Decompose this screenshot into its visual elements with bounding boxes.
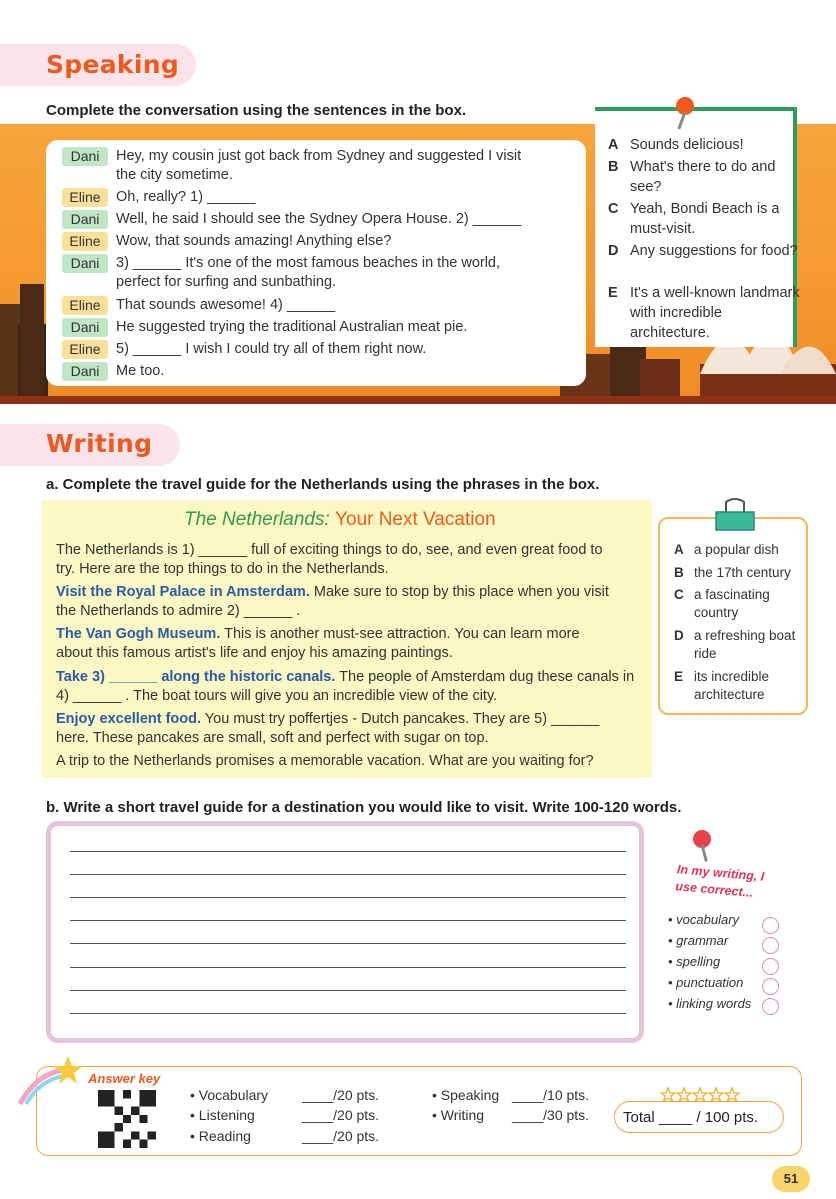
guide-line: here. These pancakes are small, soft and perfect with sugar on top.: [56, 730, 489, 746]
speaking-title: Speaking: [46, 50, 180, 79]
checkbox-circle[interactable]: [762, 978, 779, 995]
guide-line: try. Here are the top things to do in the Netherlands.: [56, 561, 389, 577]
guide-line: about this famous artist's life and enjoy his amazing paintings.: [56, 645, 453, 661]
writing-instruction-a: a. Complete the travel guide for the Netherlands using the phrases in the box.: [46, 476, 600, 493]
speaker-tag: Dani: [62, 254, 108, 273]
checkbox-circle[interactable]: [762, 917, 779, 934]
dialog-line-3: [62, 210, 522, 230]
writing-instruction-b: b. Write a short travel guide for a destination you would like to visit. Write 100-120 words.: [46, 799, 682, 816]
checklist-item-linking-words: • linking words: [668, 996, 752, 1011]
answer-key-vocabulary: • Vocabulary: [190, 1087, 269, 1103]
writing-area[interactable]: [46, 821, 644, 1043]
binder-clip-icon: [712, 498, 758, 532]
answer-key-vocabulary-score: ____/20 pts.: [302, 1087, 380, 1103]
checkbox-circle[interactable]: [762, 937, 779, 954]
speaker-tag: Eline: [62, 340, 108, 359]
answer-key-title: Answer key: [88, 1071, 161, 1086]
answer-key-speaking: • Speaking: [432, 1087, 500, 1103]
answer-key-speaking-score: ____/10 pts.: [512, 1087, 590, 1103]
answer-key-listening-score: ____/20 pts.: [302, 1107, 380, 1123]
guide-line: A trip to the Netherlands promises a memorable vacation. What are you waiting for?: [56, 753, 594, 769]
dialog-text: He suggested trying the traditional Australian meat pie.: [116, 319, 468, 335]
writing-line: [70, 990, 626, 991]
checkbox-circle[interactable]: [762, 958, 779, 975]
guide-line: the Netherlands to admire 2) ______ .: [56, 603, 301, 619]
guide-line: Visit the Royal Palace in Amsterdam. Make sure to stop by this place when you visit: [56, 584, 609, 600]
dialog-text: Me too.: [116, 363, 165, 379]
dialog-text: That sounds awesome! 4) ______: [116, 297, 336, 313]
checklist-item-vocabulary: • vocabulary: [668, 912, 740, 927]
guide-line: The Van Gogh Museum. This is another must-see attraction. You can learn more: [56, 626, 580, 642]
dialog-line-9: [62, 362, 165, 382]
answer-key-reading-score: ____/20 pts.: [302, 1128, 380, 1144]
dialog-line-6: [62, 296, 336, 316]
dialog-text: Oh, really? 1) ______: [116, 189, 256, 205]
guide-line: Take 3) ______ along the historic canals. The people of Amsterdam dug these canals in: [56, 669, 635, 685]
guide-line: The Netherlands is 1) ______ full of exciting things to do, see, and even great food to: [56, 542, 603, 558]
total-score: Total ____ / 100 pts.: [623, 1109, 759, 1126]
dialog-text: 5) ______ I wish I could try all of them right now.: [116, 341, 427, 357]
dialog-line-7: [62, 318, 468, 338]
qr-code-icon[interactable]: [98, 1090, 156, 1148]
checklist-item-spelling: • spelling: [668, 954, 721, 969]
dialog-text: 3) ______ It's one of the most famous beaches in the world, perfect for surfing and sunbathing.: [116, 255, 501, 290]
shooting-star-icon: [16, 1054, 86, 1106]
page-number: 51: [772, 1166, 810, 1192]
writing-line: [70, 897, 626, 898]
pushpin-icon: [688, 828, 716, 864]
writing-line: [70, 943, 626, 944]
checklist-title: In my writing, I use correct...: [674, 862, 765, 900]
speaker-tag: Eline: [62, 188, 108, 207]
answer-key-reading: • Reading: [190, 1128, 251, 1144]
dialog-text: Hey, my cousin just got back from Sydney and suggested I visit the city sometime.: [116, 148, 522, 183]
answer-key-writing: • Writing: [432, 1107, 485, 1123]
dialog-line-1: [62, 147, 522, 183]
speaker-tag: Dani: [62, 210, 108, 229]
checklist-item-grammar: • grammar: [668, 933, 729, 948]
dialog-text: Wow, that sounds amazing! Anything else?: [116, 233, 392, 249]
speaker-tag: Eline: [62, 296, 108, 315]
guide-line: 4) ______ . The boat tours will give you an incredible view of the city.: [56, 688, 498, 704]
dialog-line-5: [62, 254, 501, 290]
writing-line: [70, 851, 626, 852]
guide-title: The Netherlands: Your Next Vacation: [184, 509, 496, 530]
writing-line: [70, 920, 626, 921]
answer-key-listening: • Listening: [190, 1107, 255, 1123]
dialog-line-8: [62, 340, 427, 360]
speaker-tag: Eline: [62, 232, 108, 251]
checkbox-circle[interactable]: [762, 998, 779, 1015]
speaker-tag: Dani: [62, 362, 108, 381]
writing-line: [70, 1013, 626, 1014]
dialog-line-2: [62, 188, 256, 208]
dialog-line-4: [62, 232, 392, 252]
pushpin-icon: [672, 96, 698, 132]
speaker-tag: Dani: [62, 318, 108, 337]
answer-key-writing-score: ____/30 pts.: [512, 1107, 590, 1123]
speaker-tag: Dani: [62, 147, 108, 166]
writing-line: [70, 874, 626, 875]
writing-line: [70, 967, 626, 968]
speaking-instruction: Complete the conversation using the sentences in the box.: [46, 102, 467, 119]
writing-title: Writing: [46, 429, 153, 458]
dialog-text: Well, he said I should see the Sydney Opera House. 2) ______: [116, 211, 522, 227]
guide-line: Enjoy excellent food. You must try poffertjes - Dutch pancakes. They are 5) ______: [56, 711, 600, 727]
checklist-item-punctuation: • punctuation: [668, 975, 744, 990]
